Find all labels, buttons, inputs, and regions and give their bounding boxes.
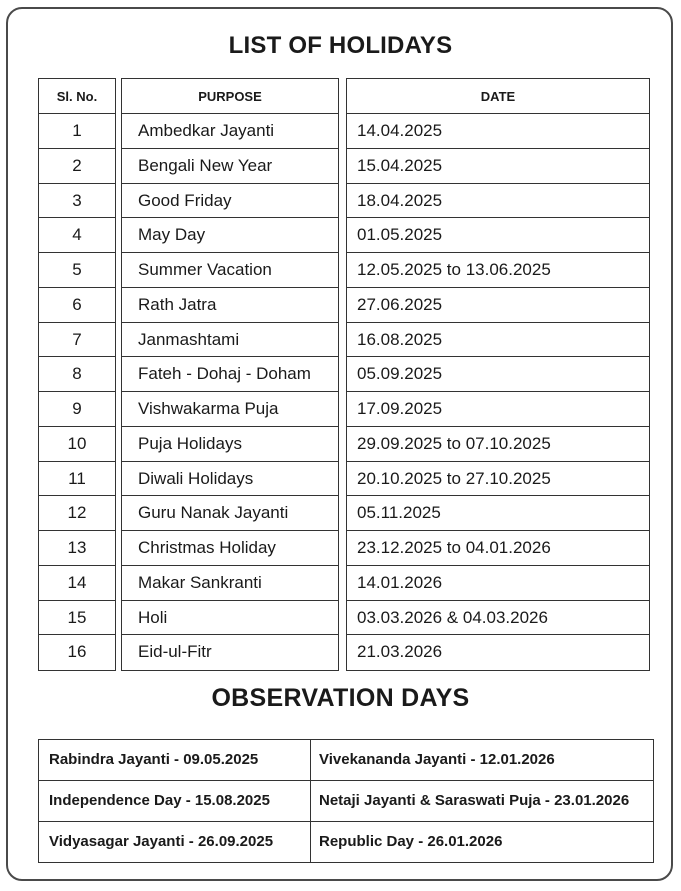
sl-no-cell: 8 [39, 357, 115, 392]
sl-no-cell: 14 [39, 566, 115, 601]
purpose-cell: Eid-ul-Fitr [138, 642, 212, 662]
observation-day-right: Netaji Jayanti & Saraswati Puja - 23.01.2026 [319, 792, 630, 809]
date-cell: 05.11.2025 [347, 496, 649, 531]
sl-no-cell: 13 [39, 531, 115, 566]
purpose-cell: Makar Sankranti [122, 566, 338, 601]
sl-no-cell: 11 [39, 462, 115, 497]
holidays-title: LIST OF HOLIDAYS [228, 32, 453, 59]
observation-day-right: Vivekananda Jayanti - 12.01.2026 [319, 751, 555, 768]
date-cell: 03.03.2026 & 04.03.2026 [347, 601, 649, 636]
sl-no-cells [39, 114, 115, 670]
purpose-cell: Janmashtami [122, 323, 338, 358]
purpose-cells [122, 114, 338, 670]
sl-no-cell: 9 [39, 392, 115, 427]
date-cell: 12.05.2025 to 13.06.2025 [347, 253, 649, 288]
sl-no-cell: 6 [39, 288, 115, 323]
purpose-header: PURPOSE [122, 79, 338, 114]
observation-row [39, 822, 653, 862]
sl-no-cell: 16 [67, 642, 87, 662]
date-cell: 14.04.2025 [347, 114, 649, 149]
purpose-cell: Rath Jatra [122, 288, 338, 323]
observation-title: OBSERVATION DAYS [211, 684, 470, 712]
sl-no-cell: 7 [39, 323, 115, 358]
sl-no-cell: 12 [39, 496, 115, 531]
purpose-cell: Puja Holidays [122, 427, 338, 462]
sl-no-cell: 3 [39, 184, 115, 219]
date-cell: 17.09.2025 [347, 392, 649, 427]
sl-no-cell: 5 [39, 253, 115, 288]
date-cell: 20.10.2025 to 27.10.2025 [347, 462, 649, 497]
purpose-cell: Bengali New Year [122, 149, 338, 184]
date-cell: 14.01.2026 [347, 566, 649, 601]
sl-no-cell: 1 [39, 114, 115, 149]
observation-day-left: Vidyasagar Jayanti - 26.09.2025 [39, 822, 311, 862]
purpose-cell: Christmas Holiday [122, 531, 338, 566]
date-cell: 01.05.2025 [347, 218, 649, 253]
date-column [346, 78, 650, 671]
purpose-cell: Holi [122, 601, 338, 636]
sl-no-column [38, 78, 116, 671]
sl-no-cell: 10 [39, 427, 115, 462]
date-cell: 15.04.2025 [347, 149, 649, 184]
purpose-cell: Diwali Holidays [122, 462, 338, 497]
date-cell: 18.04.2025 [347, 184, 649, 219]
date-header: DATE [347, 79, 649, 114]
purpose-cell: May Day [122, 218, 338, 253]
purpose-cell: Fateh - Dohaj - Doham [122, 357, 338, 392]
observation-row [39, 781, 653, 822]
date-cell: 23.12.2025 to 04.01.2026 [347, 531, 649, 566]
date-cells [347, 114, 649, 670]
sl-no-header: Sl. No. [39, 79, 115, 114]
date-cell: 16.08.2025 [347, 323, 649, 358]
date-cell: 21.03.2026 [357, 642, 443, 662]
observation-day-left: Independence Day - 15.08.2025 [39, 781, 311, 821]
sl-no-cell: 2 [39, 149, 115, 184]
purpose-cell: Guru Nanak Jayanti [122, 496, 338, 531]
sl-no-cell: 4 [39, 218, 115, 253]
sl-no-cell: 15 [39, 601, 115, 636]
purpose-cell: Vishwakarma Puja [122, 392, 338, 427]
date-cell: 27.06.2025 [347, 288, 649, 323]
observation-table [38, 739, 654, 863]
observation-row [39, 740, 653, 781]
observation-day-right: Republic Day - 26.01.2026 [319, 833, 503, 850]
date-cell: 05.09.2025 [347, 357, 649, 392]
purpose-column [121, 78, 339, 671]
purpose-cell: Ambedkar Jayanti [122, 114, 338, 149]
date-cell: 29.09.2025 to 07.10.2025 [347, 427, 649, 462]
observation-day-left: Rabindra Jayanti - 09.05.2025 [39, 740, 311, 780]
purpose-cell: Summer Vacation [122, 253, 338, 288]
purpose-cell: Good Friday [122, 184, 338, 219]
